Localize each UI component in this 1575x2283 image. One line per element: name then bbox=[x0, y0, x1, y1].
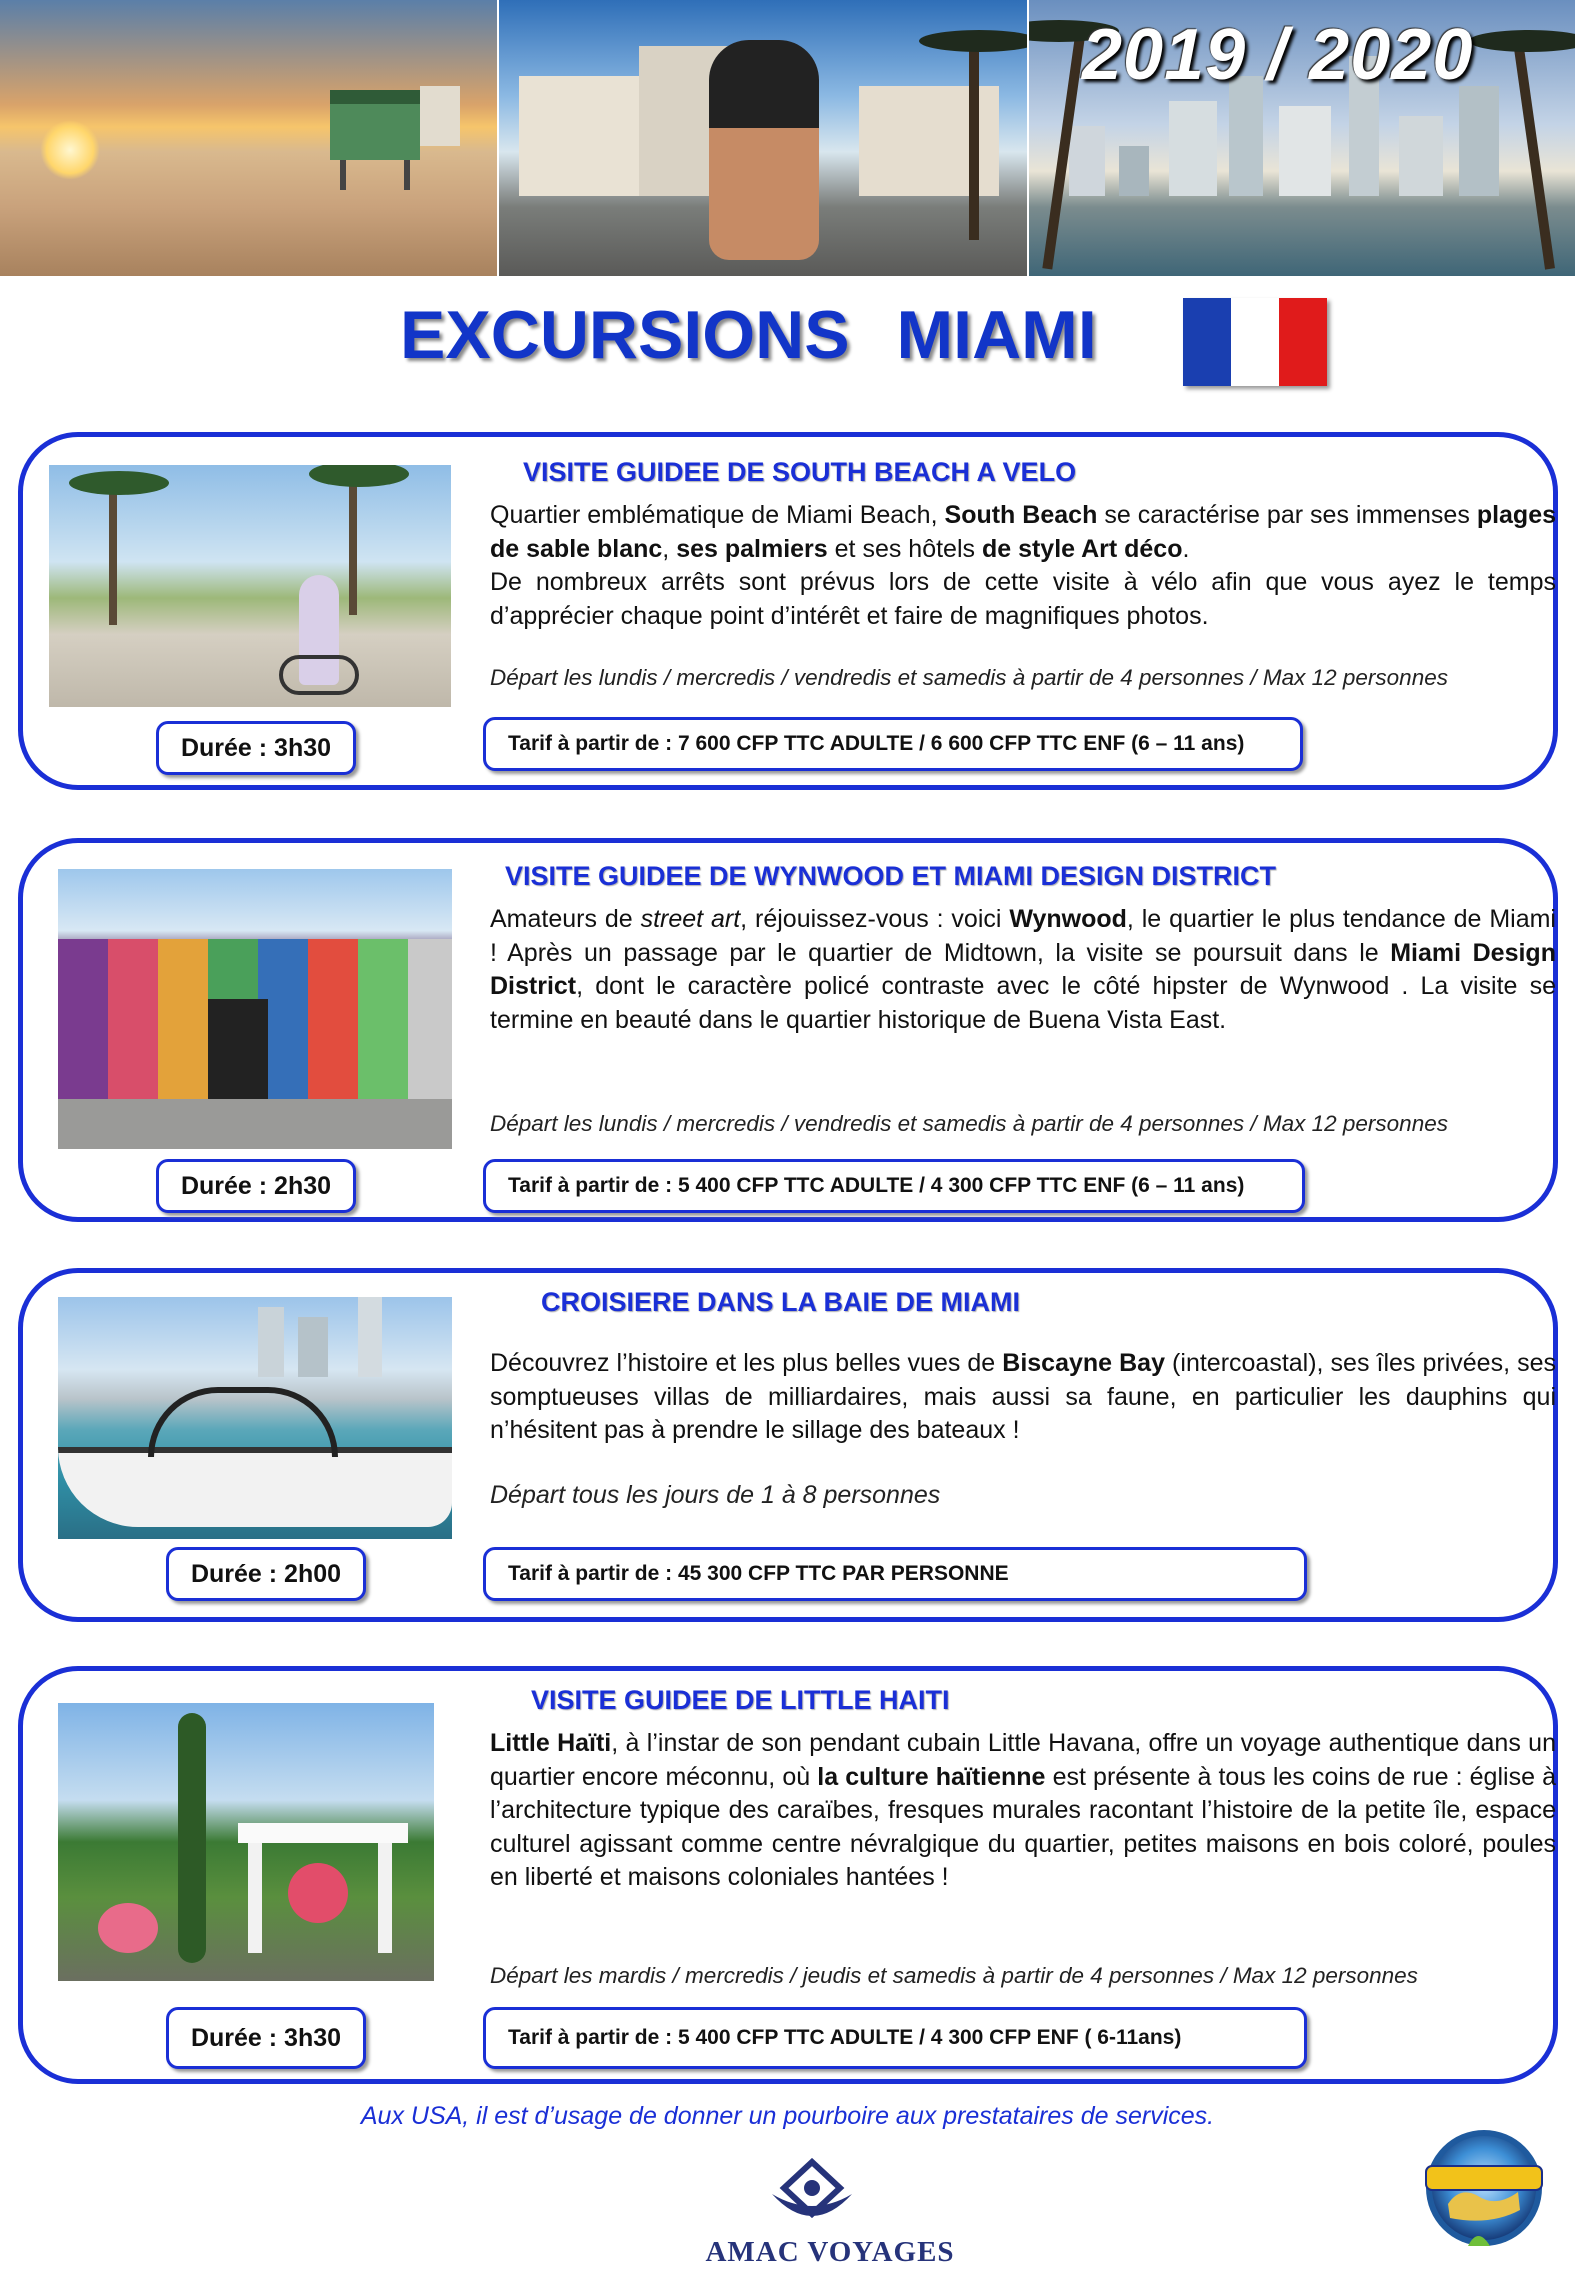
bike-tour-photo bbox=[49, 465, 451, 707]
excursion-description bbox=[490, 1347, 1556, 1448]
excursion-title: VISITE GUIDEE DE LITTLE HAITI bbox=[531, 1685, 950, 1715]
excursion-description bbox=[490, 1727, 1556, 1895]
season-years: 2019 / 2020 bbox=[1082, 15, 1474, 95]
excursion-card-south-beach bbox=[18, 432, 1558, 790]
french-flag-icon bbox=[1183, 298, 1327, 386]
price-badge: Tarif à partir de : 5 400 CFP TTC ADULTE / 4 300 CFP ENF ( 6-11ans) bbox=[483, 2007, 1307, 2069]
excursion-departure: Départ les lundis / mercredis / vendredis et samedis à partir de 4 personnes / Max 12 personnes bbox=[490, 665, 1448, 690]
excursion-card-little-haiti bbox=[18, 1666, 1558, 2084]
description-paragraph: Amateurs de street art, réjouissez-vous : voici Wynwood, le quartier le plus tendance de Miami ! Après un passage par le quartier de Midtown, la visite se poursuit dans le Miami Design District, dont le caractère policé contraste avec le côté hipster de Wynwood . La visite se termine en beauté dans le quartier historique de Buena Vista East. bbox=[490, 905, 1556, 1034]
excursion-card-bay-cruise bbox=[18, 1268, 1558, 1622]
price-badge: Tarif à partir de : 45 300 CFP TTC PAR PERSONNE bbox=[483, 1547, 1307, 1601]
unitours-nouvelle-caledonie-logo-icon bbox=[1420, 2126, 1548, 2274]
excursion-description bbox=[490, 903, 1556, 1037]
duration-badge: Durée : 3h30 bbox=[166, 2007, 366, 2069]
little-haiti-photo bbox=[58, 1703, 434, 1981]
description-paragraph: De nombreux arrêts sont prévus lors de cette visite à vélo afin que vous ayez le temps d’apprécier chaque point d’intérêt et faire de magnifiques photos. bbox=[490, 568, 1556, 630]
excursion-departure: Départ tous les jours de 1 à 8 personnes bbox=[490, 1481, 941, 1509]
excursion-title: VISITE GUIDEE DE WYNWOOD ET MIAMI DESIGN DISTRICT bbox=[505, 861, 1277, 891]
boat-cruise-photo bbox=[58, 1297, 452, 1539]
agency-name: AMAC VOYAGES bbox=[705, 2236, 955, 2268]
description-paragraph: Little Haïti, à l’instar de son pendant cubain Little Havana, offre un voyage authentique dans un quartier encore méconnu, où la culture haïtienne est présente à tous les coins de rue : église à l’architecture typique des caraïbes, fresques murales racontant l’histoire de la petite île, espace culturel agissant comme centre névralgique du quartier, petites maisons en bois coloré, poules en liberté et maisons coloniales hantées ! bbox=[490, 1729, 1556, 1891]
amac-voyages-logo-icon bbox=[762, 2158, 862, 2228]
duration-badge: Durée : 3h30 bbox=[156, 721, 356, 775]
street-art-photo bbox=[58, 869, 452, 1149]
excursion-description bbox=[490, 499, 1556, 633]
price-badge: Tarif à partir de : 7 600 CFP TTC ADULTE / 6 600 CFP TTC ENF (6 – 11 ans) bbox=[483, 717, 1303, 771]
page-title: EXCURSIONS MIAMI bbox=[400, 297, 1097, 373]
excursion-departure: Départ les mardis / mercredis / jeudis et samedis à partir de 4 personnes / Max 12 personnes bbox=[490, 1963, 1418, 1988]
excursion-title: VISITE GUIDEE DE SOUTH BEACH A VELO bbox=[523, 457, 1077, 487]
duration-badge: Durée : 2h00 bbox=[166, 1547, 366, 1601]
price-badge: Tarif à partir de : 5 400 CFP TTC ADULTE / 4 300 CFP TTC ENF (6 – 11 ans) bbox=[483, 1159, 1305, 1213]
excursion-card-wynwood bbox=[18, 838, 1558, 1222]
description-paragraph: Quartier emblématique de Miami Beach, South Beach se caractérise par ses immenses plages de sable blanc, ses palmiers et ses hôtels de style Art déco. bbox=[490, 501, 1557, 563]
excursion-title: CROISIERE DANS LA BAIE DE MIAMI bbox=[541, 1287, 1021, 1317]
beach-sunset-photo bbox=[0, 0, 497, 276]
header-banner bbox=[0, 0, 1575, 276]
tipping-note: Aux USA, il est d’usage de donner un pourboire aux prestataires de services. bbox=[360, 2102, 1215, 2130]
duration-badge: Durée : 2h30 bbox=[156, 1159, 356, 1213]
description-paragraph: Découvrez l’histoire et les plus belles vues de Biscayne Bay (intercoastal), ses îles privées, ses somptueuses villas de milliardaires, mais aussi sa faune, en particulier les dauphins qui n’hésitent pas à prendre le sillage des bateaux ! bbox=[490, 1349, 1556, 1444]
excursion-departure: Départ les lundis / mercredis / vendredis et samedis à partir de 4 personnes / Max 12 personnes bbox=[490, 1111, 1448, 1136]
rollerblader-photo bbox=[499, 0, 1027, 276]
